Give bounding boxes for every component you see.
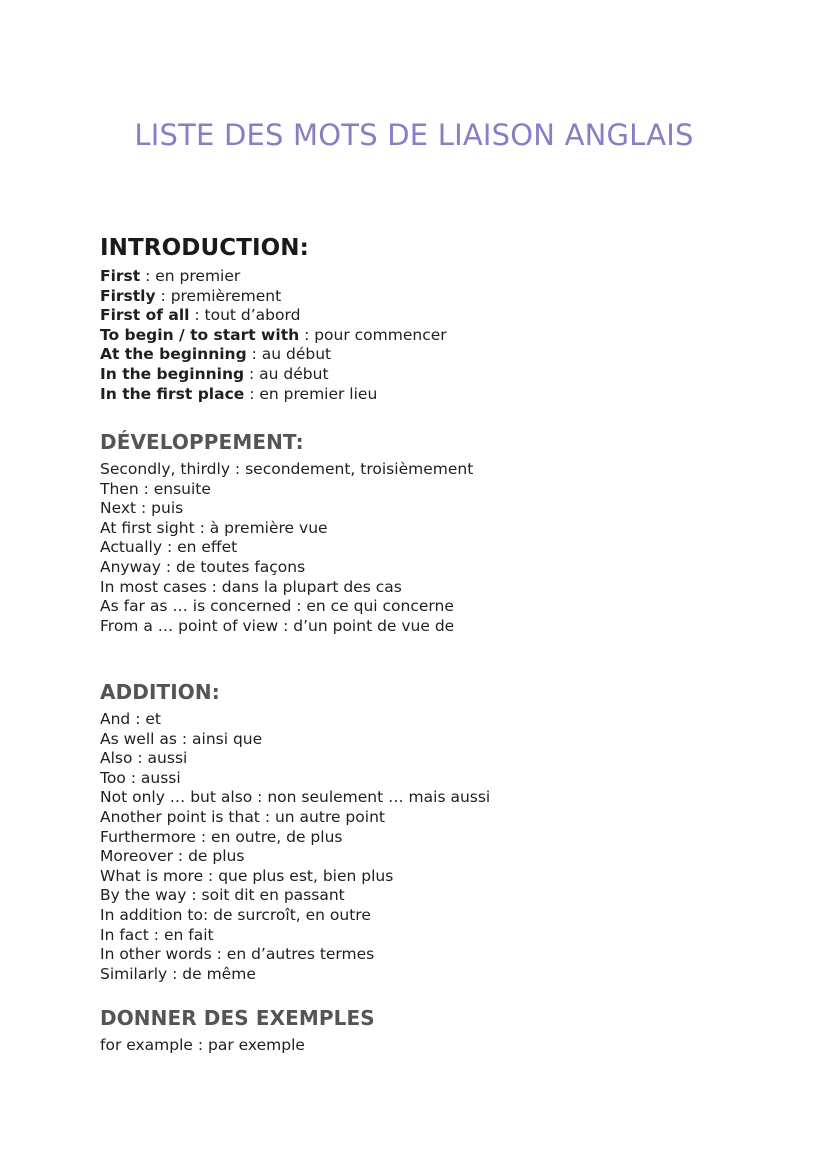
entry-separator: : [189,306,205,325]
list-item: Moreover : de plus [100,847,245,866]
list-item: In other words : en d’autres termes [100,945,375,964]
section-heading: ADDITION: [100,680,220,704]
list-item: Next : puis [100,499,184,518]
section-developpement [100,430,800,636]
list-item: Anyway : de toutes façons [100,557,306,576]
list-item: Too : aussi [100,768,181,787]
list-item: By the way : soit dit en passant [100,886,345,905]
list-item [100,385,800,405]
entry-separator: : [155,286,171,305]
entry-separator: : [246,345,262,364]
list-item: Similarly : de même [100,964,256,983]
list-item: What is more : que plus est, bien plus [100,866,394,885]
page-title: LISTE DES MOTS DE LIAISON ANGLAIS [134,118,694,152]
entry-term: At the beginning [100,345,247,364]
list-item [100,267,800,287]
section-heading: DONNER DES EXEMPLES [100,1006,375,1030]
list-item: In addition to: de surcroît, en outre [100,905,371,924]
list-item: From a … point of view : d’un point de vue de [100,616,455,635]
list-item: Another point is that : un autre point [100,807,385,826]
list-item [100,326,800,346]
list-item: As far as … is concerned : en ce qui concerne [100,597,454,616]
list-item: And : et [100,710,161,728]
entry-meaning: au début [261,345,332,364]
list-item: for example : par exemple [100,1036,305,1054]
list-item: Actually : en effet [100,538,238,557]
entry-meaning: pour commencer [314,325,447,344]
list-item [100,287,800,307]
entry-term: First of all [100,306,190,325]
section-introduction [100,235,800,404]
list-item: Furthermore : en outre, de plus [100,827,343,846]
entry-separator: : [299,325,315,344]
entry-meaning: en premier lieu [259,384,378,403]
list-item: Not only … but also : non seulement … mais aussi [100,788,491,807]
list-item [100,306,800,326]
entry-meaning: en premier [155,267,241,285]
entry-term: In the first place [100,384,245,403]
list-item: In fact : en fait [100,925,214,944]
section-exemples [100,1006,800,1056]
section-heading: INTRODUCTION: [100,235,309,261]
section-addition [100,680,800,984]
entry-term: In the beginning [100,364,245,383]
entry-term: To begin / to start with [100,325,300,344]
list-item: Then : ensuite [100,479,211,498]
entry-meaning: au début [259,364,329,383]
entry-term: Firstly [100,286,156,305]
list-item [100,345,800,365]
section-heading: DÉVELOPPEMENT: [100,430,304,454]
entry-separator: : [244,384,260,403]
list-item: At first sight : à première vue [100,518,328,537]
entry-separator: : [140,267,156,285]
entry-separator: : [244,364,260,383]
entry-meaning: tout d’abord [204,306,301,325]
list-item: Also : aussi [100,749,188,768]
list-item: In most cases : dans la plupart des cas [100,577,402,596]
list-item: Secondly, thirdly : secondement, troisièmement [100,460,474,478]
list-item [100,365,800,385]
entry-meaning: premièrement [170,286,282,305]
entry-term: First [100,267,141,285]
list-item: As well as : ainsi que [100,729,263,748]
